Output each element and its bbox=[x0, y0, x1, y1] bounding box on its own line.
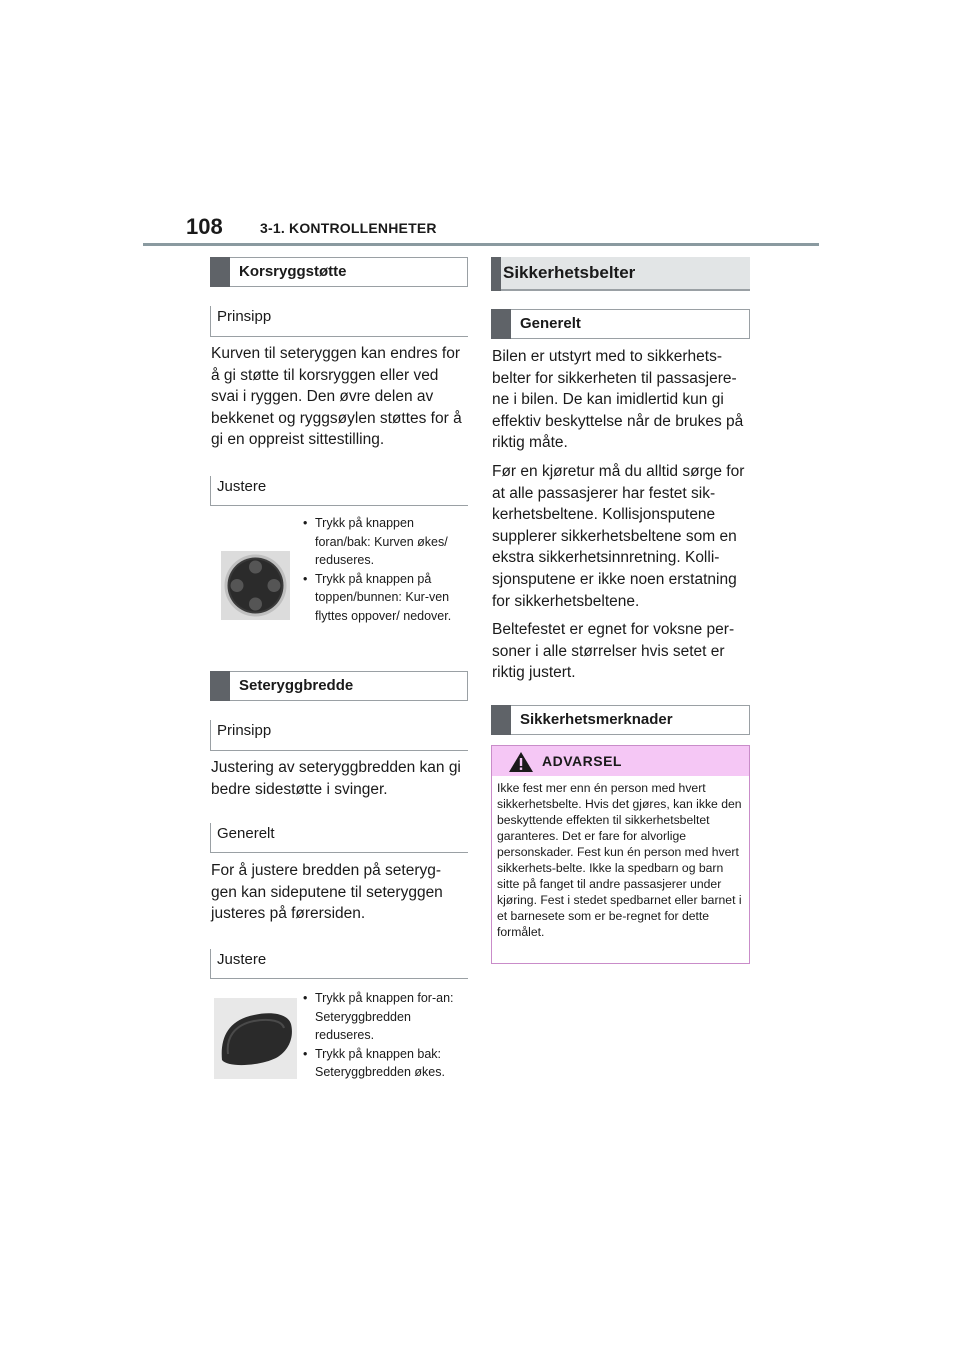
list-item: • Trykk på knappen bak: Seteryggbredden økes. bbox=[301, 1045, 469, 1082]
warning-title: ADVARSEL bbox=[542, 753, 622, 769]
paragraph: Bilen er utstyrt med to sikkerhets-belter for sikkerheten til passasjere-ne i bilen. De kan imidlertid kun gi effektiv beskyttelse når de brukes på riktig måte. bbox=[492, 348, 744, 452]
section-lumbar-support: Korsryggstøtte bbox=[210, 257, 468, 287]
lumbar-adjust-list bbox=[301, 514, 469, 625]
safety-notes-heading: Sikkerhetsmerknader bbox=[491, 705, 750, 735]
lumbar-adjust-heading: Justere bbox=[210, 476, 468, 506]
width-principle-heading: Prinsipp bbox=[210, 720, 468, 751]
width-principle-text bbox=[211, 757, 466, 807]
width-general-text bbox=[211, 860, 466, 932]
width-general-paragraph: For å justere bredden på seteryg-gen kan sideputene til seteryggen justeres på førersiden. bbox=[211, 862, 443, 923]
seatbelts-general-heading: Generelt bbox=[491, 309, 750, 339]
seatbelts-general-text bbox=[492, 346, 750, 691]
lumbar-principle-paragraph: Kurven til seteryggen kan endres for å gi støtte til korsryggen eller ved svai i ryggen. Den øvre delen av bekkenet og ryggsøylen støttes for å gi en oppreist sittestilling. bbox=[211, 345, 462, 449]
section-seat-belts: Sikkerhetsbelter bbox=[491, 257, 750, 291]
width-principle-paragraph: Justering av seteryggbredden kan gi bedre sidestøtte i svinger. bbox=[211, 759, 461, 798]
width-control-button-icon bbox=[214, 998, 297, 1079]
warning-triangle-icon bbox=[508, 751, 534, 773]
warning-header bbox=[492, 746, 749, 776]
section-backrest-width: Seteryggbredde bbox=[210, 671, 468, 701]
width-adjust-list bbox=[301, 989, 469, 1082]
paragraph: Før en kjøretur må du alltid sørge for at alle passasjerer har festet sik-kerhetsbeltene. Kollisjonsputene supplerer sikkerhetsbeltene som en ekstra sikkerhetsinnretning. Kolli-sjonsputene er ikke noen erstatning for sikkerhetsbeltene. bbox=[492, 462, 745, 610]
list-item: • Trykk på knappen foran/bak: Kurven økes/ reduseres. bbox=[301, 514, 469, 570]
header-divider bbox=[143, 243, 819, 246]
width-adjust-heading: Justere bbox=[210, 949, 468, 979]
lumbar-principle-heading: Prinsipp bbox=[210, 306, 468, 337]
lumbar-principle-text bbox=[211, 343, 466, 458]
lumbar-control-knob-icon bbox=[221, 551, 290, 620]
list-item: • Trykk på knappen for-an: Seteryggbredden reduseres. bbox=[301, 989, 469, 1045]
warning-box bbox=[491, 745, 750, 964]
width-general-heading: Generelt bbox=[210, 823, 468, 853]
width-control-image bbox=[214, 998, 297, 1079]
paragraph: Beltefestet er egnet for voksne per-soner i alle størrelser hvis setet er riktig justert. bbox=[492, 621, 735, 682]
chapter-title: 3-1. KONTROLLENHETER bbox=[260, 220, 437, 236]
warning-text: Ikke fest mer enn én person med hvert sikkerhetsbelte. Hvis det gjøres, kan ikke den beskyttende effekten til sikkerhetsbeltet garanteres. Det er fare for alvorlige personskader. Fest kun én person med hvert sikkerhets-belte. Ikke la spedbarn og barn sitte på fanget til andre passasjerer under kjøring. Fest i stedet spedbarnet eller barnet i et barnesete som er be-regnet for dette formålet. bbox=[497, 781, 742, 939]
list-item: • Trykk på knappen på toppen/bunnen: Kur-ven flyttes oppover/ nedover. bbox=[301, 570, 469, 626]
page-number: 108 bbox=[186, 214, 223, 239]
lumbar-control-image bbox=[221, 551, 290, 620]
